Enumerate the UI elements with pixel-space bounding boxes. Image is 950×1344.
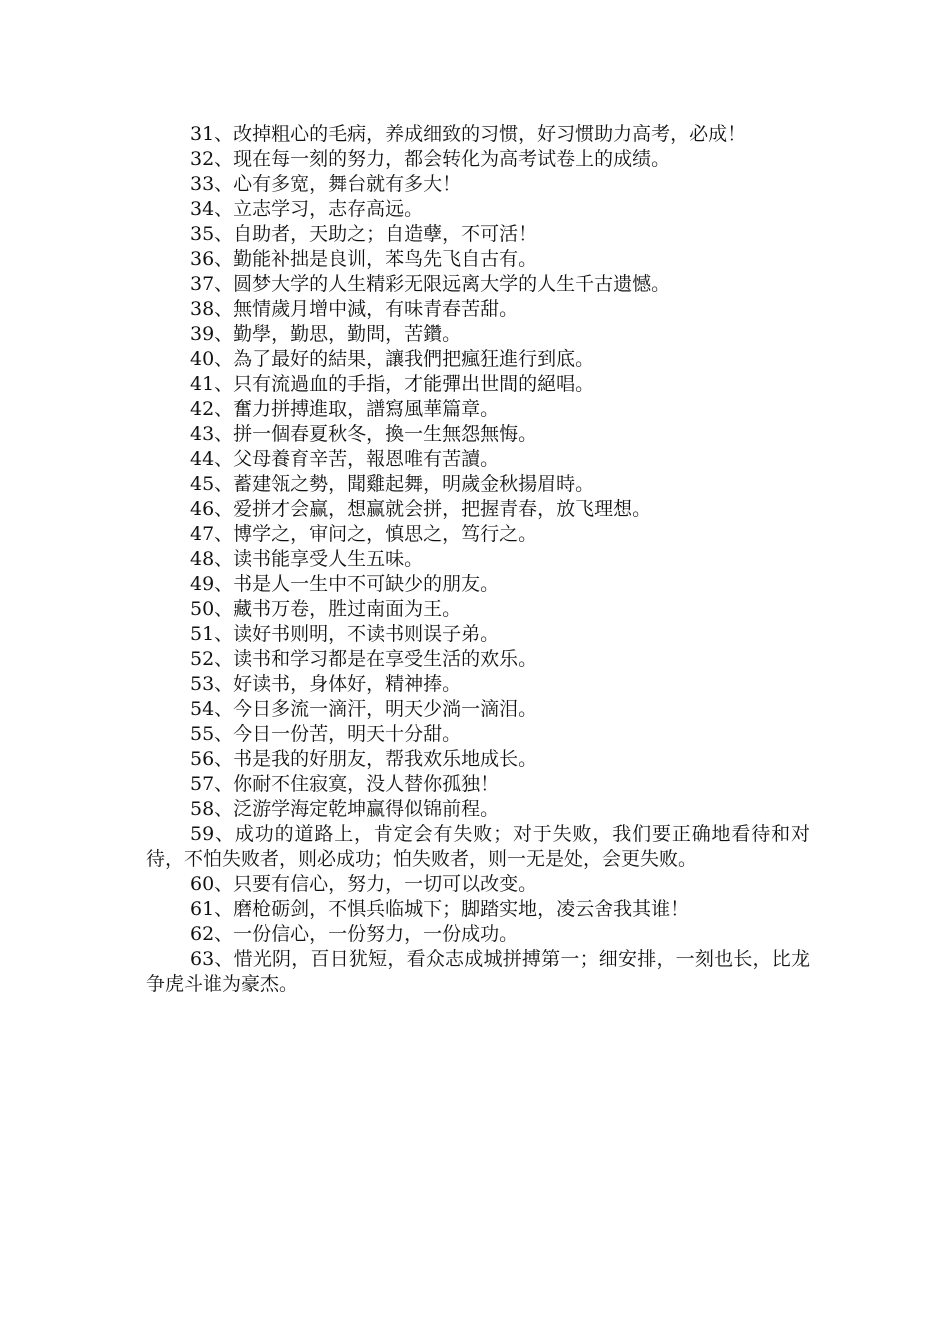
paragraph: 51、读好书则明，不读书则误子弟。 bbox=[190, 623, 500, 645]
paragraph: 58、泛游学海定乾坤赢得似锦前程。 bbox=[190, 798, 500, 820]
paragraph: 33、心有多宽，舞台就有多大！ bbox=[190, 173, 462, 195]
paragraph: 59、成功的道路上，肯定会有失败；对于失败，我们要正确地看待和对待，不怕失败者，则必成功；怕失败者，则一无是处，会更失败。 bbox=[146, 823, 810, 870]
paragraph: 47、博学之，审问之，慎思之，笃行之。 bbox=[190, 523, 538, 545]
paragraph: 42、奮力拼搏進取，譜寫風華篇章。 bbox=[190, 398, 500, 420]
paragraph: 34、立志学习，志存高远。 bbox=[190, 198, 424, 220]
paragraph: 46、爱拼才会赢，想赢就会拼，把握青春，放飞理想。 bbox=[190, 498, 652, 520]
paragraph: 32、现在每一刻的努力，都会转化为高考试卷上的成绩。 bbox=[190, 148, 671, 170]
paragraph: 63、惜光阴，百日犹短，看众志成城拼搏第一；细安排，一刻也长，比龙争虎斗谁为豪杰。 bbox=[146, 948, 810, 995]
paragraph: 40、為了最好的結果，讓我們把瘋狂進行到底。 bbox=[190, 348, 595, 370]
paragraph: 61、磨枪砺剑，不惧兵临城下；脚踏实地，凌云舍我其谁！ bbox=[190, 898, 690, 920]
paragraph: 39、勤學，勤思，勤問，苦鑽。 bbox=[190, 323, 462, 345]
paragraph: 55、今日一份苦，明天十分甜。 bbox=[190, 723, 462, 745]
paragraph: 53、好读书，身体好，精神捧。 bbox=[190, 673, 462, 695]
paragraph: 56、书是我的好朋友，帮我欢乐地成长。 bbox=[190, 748, 538, 770]
paragraph: 50、藏书万卷，胜过南面为王。 bbox=[190, 598, 462, 620]
paragraph: 36、勤能补拙是良训，苯鸟先飞自古有。 bbox=[190, 248, 538, 270]
paragraph: 37、圆梦大学的人生精彩无限远离大学的人生千古遗憾。 bbox=[190, 273, 671, 295]
paragraph: 31、改掉粗心的毛病，养成细致的习惯，好习惯助力高考，必成！ bbox=[190, 123, 747, 145]
paragraph: 38、無情歲月增中減，有味青春苦甜。 bbox=[190, 298, 519, 320]
paragraph: 62、一份信心，一份努力，一份成功。 bbox=[190, 923, 519, 945]
paragraph: 57、你耐不住寂寞，没人替你孤独！ bbox=[190, 773, 500, 795]
paragraph: 54、今日多流一滴汗，明天少淌一滴泪。 bbox=[190, 698, 538, 720]
paragraph: 52、读书和学习都是在享受生活的欢乐。 bbox=[190, 648, 538, 670]
paragraph: 41、只有流過血的手指，才能彈出世間的絕唱。 bbox=[190, 373, 595, 395]
paragraph: 49、书是人一生中不可缺少的朋友。 bbox=[190, 573, 500, 595]
paragraph: 35、自助者，天助之；自造孽，不可活！ bbox=[190, 223, 538, 245]
paragraph: 48、读书能享受人生五味。 bbox=[190, 548, 424, 570]
paragraph: 45、蓄建瓴之勢，聞雞起舞，明歲金秋揚眉時。 bbox=[190, 473, 595, 495]
paragraph: 43、拼一個春夏秋冬，換一生無怨無悔。 bbox=[190, 423, 538, 445]
document-page bbox=[146, 122, 810, 997]
paragraph: 44、父母養育辛苦，報恩唯有苦讀。 bbox=[190, 448, 500, 470]
paragraph: 60、只要有信心，努力，一切可以改变。 bbox=[190, 873, 538, 895]
